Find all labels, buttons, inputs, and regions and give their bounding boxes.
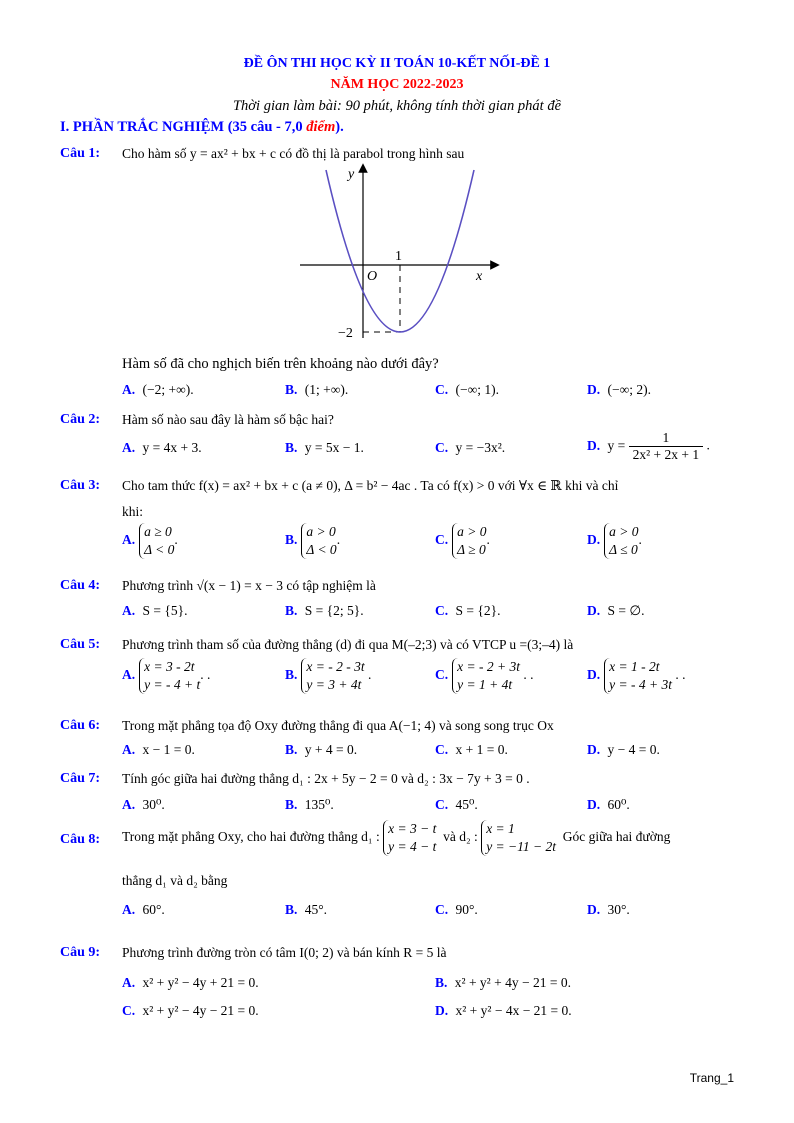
- option-c[interactable]: C. y = −3x².: [435, 440, 506, 455]
- question-text: Hàm số nào sau đây là hàm số bậc hai?: [122, 412, 334, 427]
- option-b[interactable]: B.x = - 2 - 3t y = 3 + 4t .: [285, 659, 372, 692]
- exam-year: NĂM HỌC 2022-2023: [330, 77, 464, 92]
- option-a[interactable]: A. y = 4x + 3.: [122, 440, 202, 455]
- option-a[interactable]: A. x² + y² − 4y + 21 = 0.: [122, 975, 259, 990]
- option-b[interactable]: B.a > 0 Δ < 0.: [285, 524, 341, 557]
- question-text: Cho hàm số y = ax² + bx + c có đồ thị là parabol trong hình sau: [122, 146, 465, 161]
- question-label: Câu 7:: [60, 771, 101, 786]
- option-a[interactable]: A.a ≥ 0 Δ < 0.: [122, 524, 178, 557]
- section-heading: I. PHẦN TRẮC NGHIỆM (35 câu - 7,0 điểm).: [60, 119, 344, 135]
- fraction: $\frac{1}{\text{2x² + 2x + 1}}$: [629, 430, 704, 463]
- question-label: Câu 4:: [60, 578, 101, 593]
- option-d[interactable]: D. 30°.: [587, 902, 630, 917]
- option-d[interactable]: D.x = 1 - 2t y = - 4 + 3t . .: [587, 659, 686, 692]
- question-text: Phương trình tham số của đường thẳng (d) đi qua M(–2;3) và có VTCP u =(3;–4) là: [122, 637, 574, 652]
- option-d[interactable]: D.a > 0 Δ ≤ 0.: [587, 524, 642, 557]
- option-d[interactable]: D. y = $\frac{1}{\text{2x² + 2x + 1}}$ .: [587, 430, 710, 462]
- option-a[interactable]: A. 30⁰.: [122, 797, 165, 812]
- option-a[interactable]: A.x = 3 - 2t y = - 4 + t. .: [122, 659, 211, 692]
- tick-label-m2: −2: [338, 326, 353, 340]
- question-text: Cho tam thức f(x) = ax² + bx + c (a ≠ 0), Δ = b² − 4ac . Ta có f(x) > 0 với ∀x ∈ ℝ khi và chỉ: [122, 478, 619, 493]
- question-sub: khi:: [122, 504, 144, 519]
- option-a[interactable]: A. x − 1 = 0.: [122, 742, 195, 757]
- question-text: Phương trình √(x − 1) = x − 3 có tập nghiệm là: [122, 578, 376, 593]
- x-label: x: [476, 269, 483, 284]
- option-a[interactable]: A. S = {5}.: [122, 603, 188, 618]
- page-footer: Trang_1: [689, 1071, 734, 1085]
- question-label: Câu 8:: [60, 832, 101, 847]
- option-c[interactable]: C. x² + y² − 4y − 21 = 0.: [122, 1003, 259, 1018]
- option-c[interactable]: C. 90°.: [435, 902, 478, 917]
- origin-label: O: [367, 269, 378, 284]
- option-a[interactable]: A. (−2; +∞).: [122, 382, 194, 397]
- option-b[interactable]: B. x² + y² + 4y − 21 = 0.: [435, 975, 571, 990]
- option-d[interactable]: D. (−∞; 2).: [587, 382, 651, 397]
- question-text: Tính góc giữa hai đường thẳng d₁ : 2x + 5y − 2 = 0 và d₂ : 3x − 7y + 3 = 0 .: [122, 771, 530, 786]
- exam-title: ĐỀ ÔN THI HỌC KỲ II TOÁN 10-KẾT NỐI-ĐỀ 1: [243, 56, 551, 71]
- y-label: y: [348, 167, 355, 182]
- option-b[interactable]: B. S = {2; 5}.: [285, 603, 364, 618]
- option-b[interactable]: B. 45°.: [285, 902, 328, 917]
- option-c[interactable]: C. S = {2}.: [435, 603, 501, 618]
- question-label: Câu 1:: [60, 146, 101, 161]
- option-d[interactable]: D. y − 4 = 0.: [587, 742, 660, 757]
- option-d[interactable]: D. x² + y² − 4x − 21 = 0.: [435, 1003, 572, 1018]
- option-d[interactable]: D. S = ∅.: [587, 603, 645, 618]
- exam-time: Thời gian làm bài: 90 phút, không tính thời gian phát đề: [232, 98, 562, 114]
- question-text: Phương trình đường tròn có tâm I(0; 2) và bán kính R = 5 là: [122, 945, 447, 960]
- option-c[interactable]: C. (−∞; 1).: [435, 382, 499, 397]
- question-label: Câu 6:: [60, 718, 101, 733]
- question-sub: thẳng d₁ và d₂ bằng: [122, 873, 228, 888]
- option-c[interactable]: C. x + 1 = 0.: [435, 742, 508, 757]
- option-c[interactable]: C.a > 0 Δ ≥ 0.: [435, 524, 490, 557]
- question-sub: Hàm số đã cho nghịch biến trên khoảng nào dưới đây?: [122, 356, 439, 372]
- option-b[interactable]: B. 135⁰.: [285, 797, 334, 812]
- parabol-graph: [290, 160, 500, 340]
- question-label: Câu 2:: [60, 412, 101, 427]
- question-text: Trong mặt phẳng tọa độ Oxy đường thẳng đi qua A(−1; 4) và song song trục Ox: [122, 718, 554, 733]
- option-d[interactable]: D. 60⁰.: [587, 797, 630, 812]
- question-label: Câu 9:: [60, 945, 101, 960]
- option-b[interactable]: B. y + 4 = 0.: [285, 742, 358, 757]
- question-label: Câu 3:: [60, 478, 101, 493]
- tick-label-1: 1: [395, 249, 402, 264]
- question-label: Câu 5:: [60, 637, 101, 652]
- question-text: Trong mặt phẳng Oxy, cho hai đường thẳng d₁ : x = 3 − t y = 4 − t và d₂ : x = 1 y = −11 − 2t Góc giữa hai đường: [122, 821, 671, 854]
- option-a[interactable]: A. 60°.: [122, 902, 165, 917]
- option-b[interactable]: B. (1; +∞).: [285, 382, 349, 397]
- option-c[interactable]: C. 45⁰.: [435, 797, 478, 812]
- option-c[interactable]: C.x = - 2 + 3t y = 1 + 4t . .: [435, 659, 534, 692]
- option-b[interactable]: B. y = 5x − 1.: [285, 440, 364, 455]
